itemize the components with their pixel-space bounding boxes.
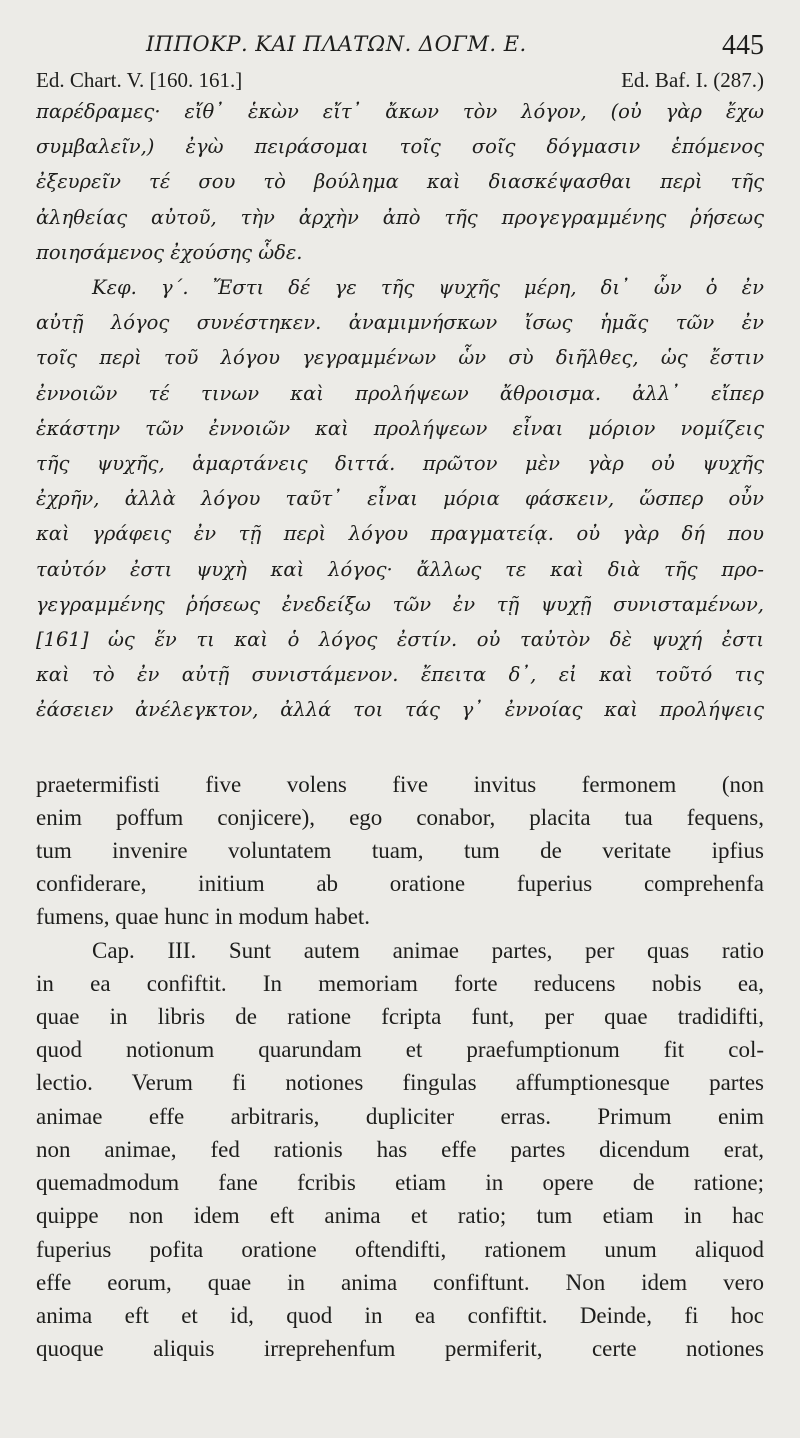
- greek-line: αὐτῇ λόγος συνέστηκεν. ἀναμιμνήσκων ἴσως ἡμᾶς τῶν ἐν: [36, 311, 764, 335]
- greek-line: ποιησάμενος ἐχούσης ὧδε.: [36, 240, 303, 264]
- latin-line: tum invenire voluntatem tuam, tum de veritate ipfius: [36, 838, 764, 864]
- greek-line: ἑκάστην τῶν ἐννοιῶν καὶ προλήψεων εἶναι μόριον νομίζεις: [36, 416, 764, 440]
- greek-line: παρέδραμες· εἴθ᾽ ἑκὼν εἴτ᾽ ἄκων τὸν λόγον, (οὐ γὰρ ἔχω: [36, 100, 764, 123]
- latin-line: quae in libris de ratione fcripta funt, per quae tradidifti,: [36, 1004, 764, 1030]
- latin-chapter-start: Cap. III. Sunt autem animae partes, per quas ratio: [92, 937, 764, 963]
- page-number: 445: [722, 30, 764, 61]
- page-header: [36, 30, 764, 64]
- latin-line: in ea confiftit. In memoriam forte reducens nobis ea,: [36, 970, 764, 996]
- latin-line: non animae, fed rationis has effe partes dicendum erat,: [36, 1136, 764, 1162]
- latin-line: quemadmodum fane fcribis etiam in opere de ratione;: [36, 1170, 764, 1196]
- latin-line: quoque aliquis irreprehenfum permiferit, certe notiones: [36, 1336, 764, 1362]
- latin-line: lectio. Verum fi notiones fingulas affumptionesque partes: [36, 1070, 764, 1096]
- greek-line: τῆς ψυχῆς, ἁμαρτάνεις διττά. πρῶτον μὲν γὰρ οὐ ψυχῆς: [36, 452, 764, 476]
- latin-line: fuperius pofita oratione oftendifti, rationem unum aliquod: [36, 1236, 764, 1262]
- greek-text-block: [36, 94, 764, 728]
- greek-line: καὶ τὸ ἐν αὐτῇ συνιστάμενον. ἔπειτα δ᾽, εἰ καὶ τοῦτό τις: [36, 663, 764, 687]
- greek-line: τοῖς περὶ τοῦ λόγου γεγραμμένων ὧν σὺ διῆλθες, ὡς ἔστιν: [36, 346, 764, 370]
- greek-line: ἐχρῆν, ἀλλὰ λόγου ταῦτ᾽ εἶναι μόρια φάσκειν, ὥσπερ οὖν: [36, 487, 764, 511]
- edition-chart-reference: Ed. Chart. V. [160. 161.]: [36, 68, 243, 92]
- latin-text-block: [36, 768, 764, 1366]
- edition-basel-reference: Ed. Baf. I. (287.): [621, 68, 764, 92]
- latin-line: confiderare, initium ab oratione fuperius comprehenfa: [36, 871, 764, 897]
- greek-line: συμβαλεῖν,) ἐγὼ πειράσομαι τοῖς σοῖς δόγμασιν ἑπόμενος: [36, 135, 764, 159]
- greek-line: ταὐτόν ἐστι ψυχὴ καὶ λόγος· ἄλλως τε καὶ διὰ τῆς προ-: [36, 557, 764, 581]
- greek-line: γεγραμμένης ῥήσεως ἐνεδείξω τῶν ἐν τῇ ψυχῇ συνισταμένων,: [36, 592, 764, 616]
- latin-line: effe eorum, quae in anima confiftunt. Non idem vero: [36, 1269, 764, 1295]
- greek-line: ἐννοιῶν τέ τινων καὶ προλήψεων ἄθροισμα. ἀλλ᾽ εἴπερ: [36, 381, 764, 405]
- latin-line: enim poffum conjicere), ego conabor, placita tua fequens,: [36, 804, 764, 830]
- greek-line: ἀληθείας αὐτοῦ, τὴν ἀρχὴν ἀπὸ τῆς προγεγραμμένης ῥήσεως: [36, 205, 764, 229]
- running-head: ΙΠΠΟΚΡ. ΚΑΙ ΠΛΑΤΩΝ. ΔΟΓΜ. Ε.: [146, 32, 527, 56]
- greek-line: ἐάσειεν ἀνέλεγκτον, ἀλλά τοι τάς γ᾽ ἐννοίας καὶ προλήψεις: [36, 698, 764, 722]
- greek-chapter-start: Κεφ. γ΄. Ἔστι δέ γε τῆς ψυχῆς μέρη, δι᾽ ὧν ὁ ἐν: [92, 276, 764, 300]
- greek-line: ἐξευρεῖν τέ σου τὸ βούλημα καὶ διασκέψασθαι περὶ τῆς: [36, 170, 764, 194]
- edition-references: [36, 64, 764, 94]
- latin-line: anima eft et id, quod in ea confiftit. Deinde, fi hoc: [36, 1302, 764, 1328]
- greek-line: [161] ὡς ἕν τι καὶ ὁ λόγος ἐστίν. οὐ ταὐτὸν δὲ ψυχή ἐστι: [36, 628, 764, 652]
- latin-line: quod notionum quarundam et praefumptionum fit col-: [36, 1037, 764, 1063]
- latin-line: animae effe arbitraris, dupliciter erras. Primum enim: [36, 1103, 764, 1129]
- latin-line: praetermifisti five volens five invitus fermonem (non: [36, 771, 764, 797]
- latin-line: fumens, quae hunc in modum habet.: [36, 904, 371, 930]
- greek-line: καὶ γράφεις ἐν τῇ περὶ λόγου πραγματείᾳ. οὐ γὰρ δή που: [36, 522, 764, 546]
- latin-line: quippe non idem eft anima et ratio; tum etiam in hac: [36, 1203, 764, 1229]
